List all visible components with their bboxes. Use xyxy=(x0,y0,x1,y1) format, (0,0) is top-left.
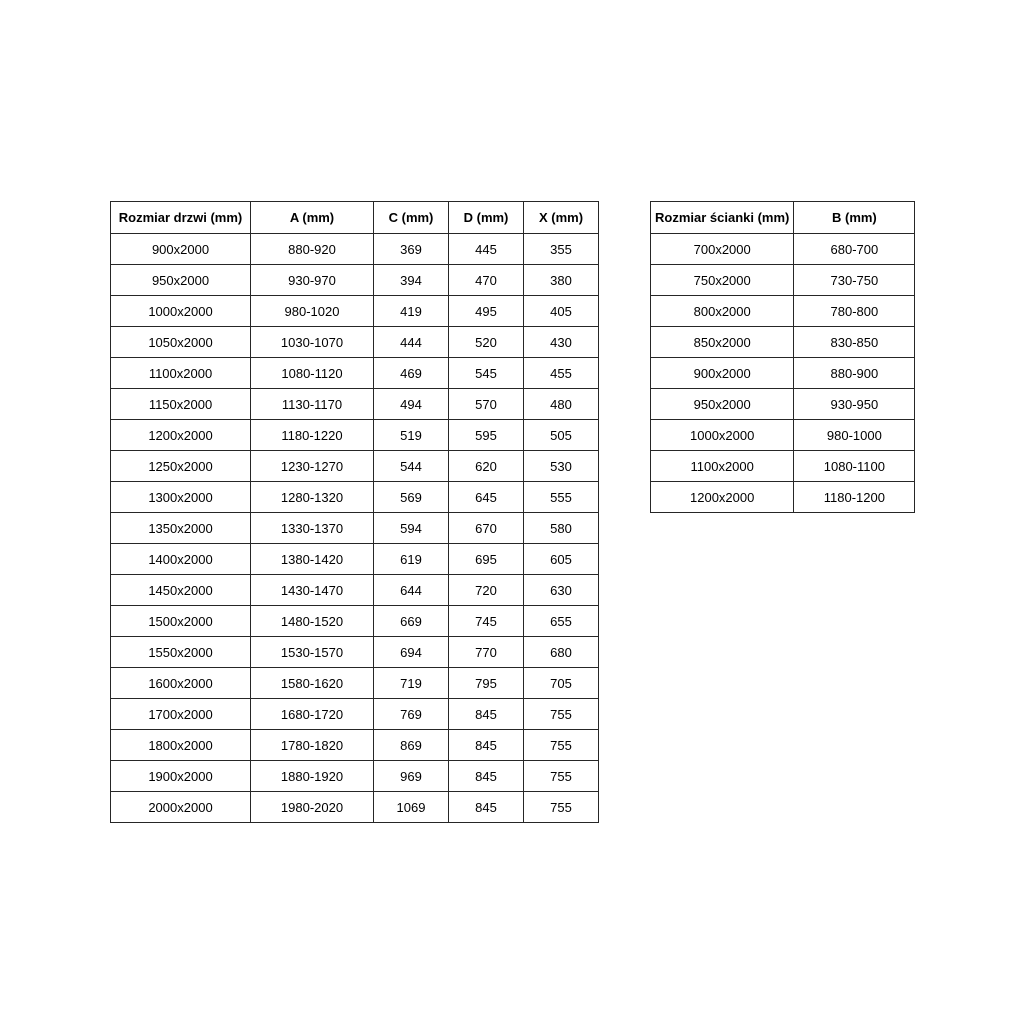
table-row xyxy=(111,482,599,513)
table-row xyxy=(111,265,599,296)
table-cell: 700x2000 xyxy=(651,234,794,265)
table-cell: 480 xyxy=(524,389,599,420)
table-cell: 569 xyxy=(374,482,449,513)
table-cell: 455 xyxy=(524,358,599,389)
table-cell: 720 xyxy=(449,575,524,606)
table-cell: 630 xyxy=(524,575,599,606)
table-cell: 430 xyxy=(524,327,599,358)
table-row xyxy=(111,234,599,265)
table-cell: 680 xyxy=(524,637,599,668)
table-cell: 680-700 xyxy=(794,234,915,265)
table-cell: 1280-1320 xyxy=(251,482,374,513)
table-cell: 1150x2000 xyxy=(111,389,251,420)
table-cell: 1130-1170 xyxy=(251,389,374,420)
table-cell: 795 xyxy=(449,668,524,699)
table-cell: 594 xyxy=(374,513,449,544)
table-row xyxy=(651,327,915,358)
table-row xyxy=(111,730,599,761)
table-row xyxy=(651,482,915,513)
table-cell: 845 xyxy=(449,730,524,761)
table-cell: 545 xyxy=(449,358,524,389)
table-cell: 745 xyxy=(449,606,524,637)
table-cell: 1330-1370 xyxy=(251,513,374,544)
table-cell: 470 xyxy=(449,265,524,296)
table-cell: 1680-1720 xyxy=(251,699,374,730)
table-cell: 2000x2000 xyxy=(111,792,251,823)
table-cell: 850x2000 xyxy=(651,327,794,358)
table-cell: 544 xyxy=(374,451,449,482)
table-cell: 520 xyxy=(449,327,524,358)
table-cell: 730-750 xyxy=(794,265,915,296)
table-cell: 980-1000 xyxy=(794,420,915,451)
table-row xyxy=(111,296,599,327)
table-cell: 495 xyxy=(449,296,524,327)
table-cell: 880-900 xyxy=(794,358,915,389)
table-cell: 845 xyxy=(449,792,524,823)
table-cell: 394 xyxy=(374,265,449,296)
table-cell: 1080-1100 xyxy=(794,451,915,482)
table-cell: 750x2000 xyxy=(651,265,794,296)
column-header: C (mm) xyxy=(374,202,449,234)
table-cell: 1980-2020 xyxy=(251,792,374,823)
table-cell: 1350x2000 xyxy=(111,513,251,544)
table-row xyxy=(111,606,599,637)
table-cell: 1200x2000 xyxy=(651,482,794,513)
table-row xyxy=(651,265,915,296)
table-cell: 1300x2000 xyxy=(111,482,251,513)
table-cell: 444 xyxy=(374,327,449,358)
table-row xyxy=(651,451,915,482)
table-cell: 655 xyxy=(524,606,599,637)
table-header-row xyxy=(651,202,915,234)
table-cell: 705 xyxy=(524,668,599,699)
table-cell: 845 xyxy=(449,699,524,730)
table-cell: 519 xyxy=(374,420,449,451)
table-cell: 1030-1070 xyxy=(251,327,374,358)
table-cell: 950x2000 xyxy=(111,265,251,296)
table-cell: 1400x2000 xyxy=(111,544,251,575)
table-cell: 1100x2000 xyxy=(111,358,251,389)
table-cell: 800x2000 xyxy=(651,296,794,327)
table-cell: 1780-1820 xyxy=(251,730,374,761)
table-cell: 645 xyxy=(449,482,524,513)
column-header: X (mm) xyxy=(524,202,599,234)
table-cell: 1050x2000 xyxy=(111,327,251,358)
table-cell: 1230-1270 xyxy=(251,451,374,482)
table-cell: 1180-1220 xyxy=(251,420,374,451)
table-row xyxy=(111,513,599,544)
table-row xyxy=(111,327,599,358)
table-row xyxy=(111,451,599,482)
table-header-row xyxy=(111,202,599,234)
table-cell: 620 xyxy=(449,451,524,482)
table-cell: 1500x2000 xyxy=(111,606,251,637)
table-row xyxy=(651,296,915,327)
table-cell: 900x2000 xyxy=(111,234,251,265)
table-cell: 445 xyxy=(449,234,524,265)
table-cell: 1100x2000 xyxy=(651,451,794,482)
table-cell: 719 xyxy=(374,668,449,699)
door-sizes-table xyxy=(110,201,599,823)
table-row xyxy=(111,575,599,606)
table-row xyxy=(111,358,599,389)
table-cell: 980-1020 xyxy=(251,296,374,327)
table-cell: 770 xyxy=(449,637,524,668)
table-cell: 755 xyxy=(524,730,599,761)
column-header: A (mm) xyxy=(251,202,374,234)
table-cell: 644 xyxy=(374,575,449,606)
table-cell: 1450x2000 xyxy=(111,575,251,606)
table-cell: 930-950 xyxy=(794,389,915,420)
table-cell: 380 xyxy=(524,265,599,296)
table-row xyxy=(651,389,915,420)
table-cell: 845 xyxy=(449,761,524,792)
table-row xyxy=(111,544,599,575)
table-cell: 1600x2000 xyxy=(111,668,251,699)
table-cell: 769 xyxy=(374,699,449,730)
table-cell: 530 xyxy=(524,451,599,482)
table-cell: 1530-1570 xyxy=(251,637,374,668)
table-cell: 494 xyxy=(374,389,449,420)
table-cell: 1080-1120 xyxy=(251,358,374,389)
table-row xyxy=(111,637,599,668)
table-cell: 930-970 xyxy=(251,265,374,296)
table-cell: 880-920 xyxy=(251,234,374,265)
table-cell: 1000x2000 xyxy=(111,296,251,327)
table-cell: 1700x2000 xyxy=(111,699,251,730)
table-cell: 369 xyxy=(374,234,449,265)
table-cell: 900x2000 xyxy=(651,358,794,389)
table-cell: 950x2000 xyxy=(651,389,794,420)
table-cell: 419 xyxy=(374,296,449,327)
table-cell: 780-800 xyxy=(794,296,915,327)
table-row xyxy=(111,420,599,451)
table-cell: 355 xyxy=(524,234,599,265)
table-cell: 669 xyxy=(374,606,449,637)
table-cell: 570 xyxy=(449,389,524,420)
table-cell: 969 xyxy=(374,761,449,792)
table-cell: 830-850 xyxy=(794,327,915,358)
table-cell: 695 xyxy=(449,544,524,575)
table-cell: 405 xyxy=(524,296,599,327)
table-cell: 580 xyxy=(524,513,599,544)
table-cell: 595 xyxy=(449,420,524,451)
table-row xyxy=(111,761,599,792)
table-row xyxy=(651,358,915,389)
column-header: Rozmiar ścianki (mm) xyxy=(651,202,794,234)
table-cell: 469 xyxy=(374,358,449,389)
table-cell: 605 xyxy=(524,544,599,575)
table-cell: 1000x2000 xyxy=(651,420,794,451)
table-row xyxy=(651,420,915,451)
table-cell: 1900x2000 xyxy=(111,761,251,792)
table-cell: 1380-1420 xyxy=(251,544,374,575)
table-cell: 1430-1470 xyxy=(251,575,374,606)
table-cell: 755 xyxy=(524,792,599,823)
table-cell: 1480-1520 xyxy=(251,606,374,637)
table-cell: 670 xyxy=(449,513,524,544)
table-row xyxy=(111,389,599,420)
column-header: B (mm) xyxy=(794,202,915,234)
table-cell: 1880-1920 xyxy=(251,761,374,792)
table-row xyxy=(111,668,599,699)
table-cell: 1580-1620 xyxy=(251,668,374,699)
table-cell: 755 xyxy=(524,761,599,792)
table-cell: 694 xyxy=(374,637,449,668)
table-cell: 1550x2000 xyxy=(111,637,251,668)
table-cell: 1800x2000 xyxy=(111,730,251,761)
table-cell: 1200x2000 xyxy=(111,420,251,451)
table-cell: 1250x2000 xyxy=(111,451,251,482)
wall-sizes-table xyxy=(650,201,915,513)
table-cell: 505 xyxy=(524,420,599,451)
table-cell: 1180-1200 xyxy=(794,482,915,513)
table-cell: 555 xyxy=(524,482,599,513)
table-row xyxy=(651,234,915,265)
table-cell: 869 xyxy=(374,730,449,761)
table-cell: 1069 xyxy=(374,792,449,823)
table-row xyxy=(111,792,599,823)
table-row xyxy=(111,699,599,730)
column-header: D (mm) xyxy=(449,202,524,234)
column-header: Rozmiar drzwi (mm) xyxy=(111,202,251,234)
table-cell: 755 xyxy=(524,699,599,730)
table-cell: 619 xyxy=(374,544,449,575)
